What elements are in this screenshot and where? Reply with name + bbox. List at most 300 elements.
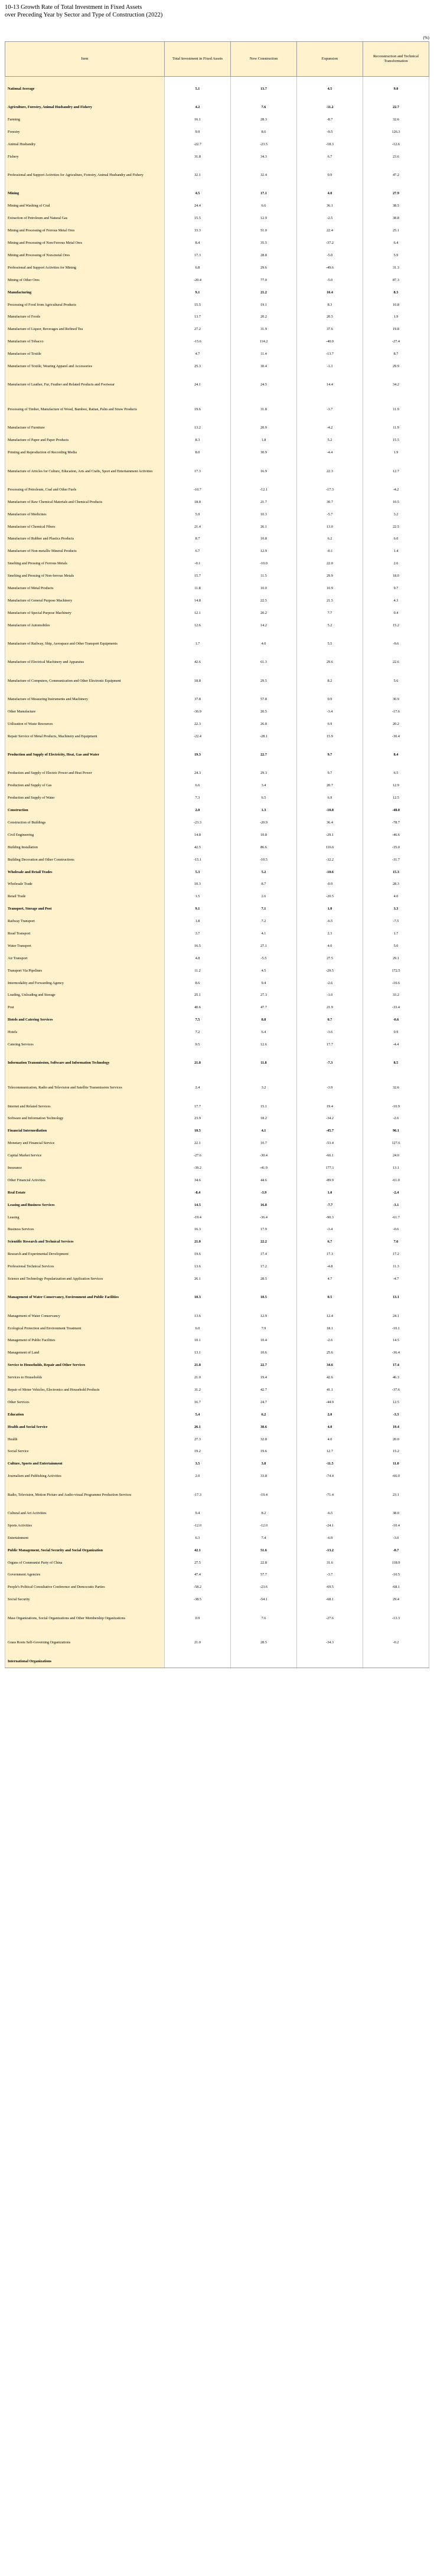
cell-reconstruction: 17.4 [363, 1359, 429, 1372]
cell-total: 2.0 [165, 1470, 231, 1483]
cell-total: 4.5 [165, 188, 231, 200]
cell-new-construction: 22.7 [231, 1359, 297, 1372]
cell-expansion: -17.3 [297, 483, 363, 496]
row-item-label: Management of Water Conservancy, Environment and Public Facilities [5, 1285, 165, 1310]
row-item-label: Service to Households, Repair and Other Services [5, 1359, 165, 1372]
cell-new-construction: 4.0 [231, 632, 297, 656]
row-item-label: Animal Husbandry [5, 138, 165, 151]
table-row [5, 792, 429, 805]
table-row [5, 1433, 429, 1446]
row-item-label: Management of Public Facilities [5, 1335, 165, 1347]
cell-reconstruction: 11.9 [363, 422, 429, 434]
table-row [5, 348, 429, 361]
cell-new-construction: 28.3 [231, 114, 297, 126]
table-row [5, 718, 429, 730]
cell-total: -15.6 [165, 336, 231, 348]
cell-reconstruction: -10.6 [363, 977, 429, 989]
cell-new-construction: 14.2 [231, 619, 297, 632]
cell-expansion: -20.5 [297, 891, 363, 903]
table-row [5, 1236, 429, 1248]
cell-expansion: -6.5 [297, 1508, 363, 1520]
table-row [5, 866, 429, 878]
cell-reconstruction: 172.5 [363, 965, 429, 977]
cell-total: 18.8 [165, 496, 231, 508]
cell-total: 4.2 [165, 102, 231, 114]
row-item-label: Manufacture of Metal Products [5, 583, 165, 595]
row-item-label: Printing and Reproduction of Recording Media [5, 447, 165, 459]
table-row [5, 817, 429, 829]
cell-expansion: -2.5 [297, 213, 363, 225]
cell-total: 42.1 [165, 1544, 231, 1557]
cell-reconstruction: 12.5 [363, 1396, 429, 1408]
row-item-label: Information Transmission, Software and Information Technology [5, 1051, 165, 1075]
cell-expansion: -34.3 [297, 1630, 363, 1655]
table-row [5, 1630, 429, 1655]
cell-new-construction: 19.4 [231, 1372, 297, 1384]
cell-new-construction: 4.1 [231, 928, 297, 940]
row-item-label: Government Agencies [5, 1569, 165, 1581]
cell-expansion: 14.4 [297, 372, 363, 397]
cell-expansion: 12.4 [297, 1310, 363, 1322]
cell-new-construction: 17.1 [231, 188, 297, 200]
cell-reconstruction: 32.6 [363, 114, 429, 126]
row-item-label: Road Transport [5, 928, 165, 940]
cell-reconstruction: 13.1 [363, 1162, 429, 1175]
cell-total: 26.1 [165, 1273, 231, 1286]
cell-new-construction: 7.2 [231, 916, 297, 928]
row-item-label: Air Transport [5, 952, 165, 965]
column-header-total: Total Investment in Fixed Assets [165, 42, 231, 77]
cell-expansion: -90.3 [297, 1211, 363, 1224]
cell-new-construction: 33.8 [231, 1470, 297, 1483]
cell-reconstruction: -61.7 [363, 1211, 429, 1224]
row-item-label: Manufacture of Computers, Communication and Other Electronic Equipment [5, 669, 165, 694]
cell-total: -58.2 [165, 1581, 231, 1594]
row-item-label: Mining and Processing of Non-metal Ores [5, 250, 165, 262]
cell-total: 24.1 [165, 372, 231, 397]
table-row [5, 508, 429, 521]
table-row [5, 952, 429, 965]
table-row [5, 138, 429, 151]
cell-new-construction: 22.8 [231, 1557, 297, 1569]
table-row [5, 1532, 429, 1544]
row-item-label: Education [5, 1408, 165, 1421]
cell-reconstruction: 29.1 [363, 952, 429, 965]
cell-new-construction: 11.4 [231, 348, 297, 361]
cell-total: 6.8 [165, 261, 231, 274]
row-item-label: Mining and Processing of Non-Ferrous Metal Ores [5, 237, 165, 250]
table-row [5, 1372, 429, 1384]
cell-new-construction: 86.6 [231, 841, 297, 854]
row-item-label: Forestry [5, 126, 165, 139]
table-row [5, 1408, 429, 1421]
cell-expansion: -3.7 [297, 397, 363, 422]
cell-expansion: -2.6 [297, 977, 363, 989]
cell-reconstruction: -2.4 [363, 1186, 429, 1199]
cell-new-construction: 2.6 [231, 891, 297, 903]
table-row [5, 1557, 429, 1569]
row-item-label: Internet and Related Services [5, 1100, 165, 1113]
cell-new-construction: -19.4 [231, 1483, 297, 1508]
table-row [5, 434, 429, 447]
cell-expansion: -66.1 [297, 1150, 363, 1162]
cell-total: 19.6 [165, 397, 231, 422]
row-item-label: Retail Trade [5, 891, 165, 903]
table-header-row [5, 42, 429, 77]
cell-expansion: -4.4 [297, 447, 363, 459]
cell-total: 19.6 [165, 1248, 231, 1261]
cell-expansion: -3.7 [297, 1569, 363, 1581]
cell-expansion: 10.4 [297, 286, 363, 299]
cell-total: 42.5 [165, 841, 231, 854]
cell-reconstruction: -17.6 [363, 706, 429, 718]
row-item-label: Ecological Protection and Environment Treatment [5, 1322, 165, 1335]
cell-expansion: -49.6 [297, 261, 363, 274]
cell-new-construction: 5.2 [231, 866, 297, 878]
cell-total [165, 1655, 231, 1668]
table-row [5, 1544, 429, 1557]
cell-new-construction: 42.7 [231, 1384, 297, 1397]
cell-new-construction: 30.6 [231, 1421, 297, 1433]
table-row [5, 1273, 429, 1286]
cell-expansion: 42.6 [297, 1372, 363, 1384]
cell-new-construction: 18.2 [231, 1113, 297, 1125]
table-row [5, 213, 429, 225]
cell-new-construction: 24.7 [231, 1396, 297, 1408]
cell-reconstruction: -0.2 [363, 1630, 429, 1655]
cell-total: 16.7 [165, 1396, 231, 1408]
cell-new-construction: 19.6 [231, 1446, 297, 1458]
table-row [5, 521, 429, 533]
table-row [5, 1470, 429, 1483]
cell-reconstruction: 29.4 [363, 1594, 429, 1606]
cell-reconstruction: -30.4 [363, 730, 429, 743]
row-item-label: Manufacture of Rubber and Plastics Products [5, 533, 165, 545]
cell-new-construction: 29.5 [231, 669, 297, 694]
cell-reconstruction: 127.6 [363, 1137, 429, 1150]
table-row [5, 841, 429, 854]
row-item-label: Leasing and Business Services [5, 1199, 165, 1211]
cell-new-construction: 8.8 [231, 1014, 297, 1027]
row-item-label: Manufacture of Liquor, Beverages and Refined Tea [5, 323, 165, 336]
table-row [5, 1186, 429, 1199]
cell-reconstruction: 33.2 [363, 989, 429, 1002]
table-row [5, 114, 429, 126]
row-item-label: Construction [5, 805, 165, 817]
cell-new-construction: 27.1 [231, 940, 297, 952]
cell-reconstruction: 1.4 [363, 545, 429, 558]
cell-expansion: 22.3 [297, 459, 363, 484]
row-item-label: Extraction of Petroleum and Natural Gas [5, 213, 165, 225]
cell-expansion: 15.9 [297, 730, 363, 743]
cell-reconstruction: 10.5 [363, 496, 429, 508]
cell-expansion: -10.6 [297, 866, 363, 878]
cell-new-construction: 17.9 [231, 1224, 297, 1236]
cell-total: 11.8 [165, 583, 231, 595]
cell-reconstruction: 34.2 [363, 372, 429, 397]
row-item-label: Hotels [5, 1027, 165, 1039]
row-item-label: Culture, Sports and Entertainment [5, 1458, 165, 1470]
cell-expansion: -8.7 [297, 114, 363, 126]
cell-reconstruction: 24.0 [363, 1150, 429, 1162]
cell-new-construction: 11.8 [231, 1051, 297, 1075]
row-item-label: Building Installation [5, 841, 165, 854]
cell-total: 37.8 [165, 694, 231, 706]
cell-new-construction: 10.4 [231, 1335, 297, 1347]
cell-total: 34.6 [165, 1174, 231, 1186]
cell-reconstruction: 30.9 [363, 694, 429, 706]
table-row [5, 940, 429, 952]
table-row [5, 361, 429, 373]
table-row [5, 928, 429, 940]
cell-total: -38.5 [165, 1594, 231, 1606]
table-row [5, 829, 429, 841]
cell-new-construction: 3.8 [231, 1458, 297, 1470]
cell-new-construction: 57.7 [231, 1569, 297, 1581]
table-row [5, 1335, 429, 1347]
cell-reconstruction: -13.3 [363, 1606, 429, 1631]
cell-total: 9.1 [165, 286, 231, 299]
table-row [5, 1655, 429, 1668]
table-row [5, 1051, 429, 1075]
table-row [5, 903, 429, 916]
row-item-label: Organs of Communist Party of China [5, 1557, 165, 1569]
row-item-label: Entertainment [5, 1532, 165, 1544]
cell-total: 7.5 [165, 1014, 231, 1027]
cell-expansion: -4.8 [297, 1261, 363, 1273]
cell-reconstruction: 4.3 [363, 594, 429, 607]
cell-new-construction: 114.2 [231, 336, 297, 348]
row-item-label: Manufacturing [5, 286, 165, 299]
cell-reconstruction: -37.6 [363, 1384, 429, 1397]
cell-new-construction: 27.3 [231, 989, 297, 1002]
cell-total: -10.7 [165, 483, 231, 496]
cell-new-construction: 8.7 [231, 878, 297, 891]
row-item-label: Manufacture of Articles for Culture, Education, Arts and Crafts, Sport and Entertainment Activities [5, 459, 165, 484]
cell-total: 12.1 [165, 607, 231, 619]
cell-new-construction: 47.7 [231, 1002, 297, 1014]
page-title-line-1: 10-13 Growth Rate of Total Investment in Fixed Assets [5, 4, 142, 11]
cell-reconstruction: 15.5 [363, 434, 429, 447]
cell-reconstruction: 27.9 [363, 188, 429, 200]
cell-reconstruction: 12.5 [363, 792, 429, 805]
cell-expansion: 9.7 [297, 767, 363, 780]
cell-total: 17.7 [165, 1100, 231, 1113]
cell-expansion: -5.7 [297, 508, 363, 521]
table-row [5, 558, 429, 570]
cell-expansion: -0.1 [297, 545, 363, 558]
row-item-label: National Average [5, 77, 165, 102]
cell-total: 27.2 [165, 323, 231, 336]
cell-expansion: 2.3 [297, 928, 363, 940]
cell-expansion: 18.1 [297, 1322, 363, 1335]
cell-total: -36.9 [165, 706, 231, 718]
cell-new-construction: -20.9 [231, 817, 297, 829]
table-row [5, 261, 429, 274]
cell-expansion: 6.7 [297, 1236, 363, 1248]
cell-total: 16.1 [165, 114, 231, 126]
row-item-label: Processing of Petroleum, Coal and Other Fuels [5, 483, 165, 496]
cell-reconstruction: 18.0 [363, 570, 429, 583]
cell-new-construction: 1.3 [231, 805, 297, 817]
cell-reconstruction: 0.4 [363, 607, 429, 619]
cell-expansion: -44.9 [297, 1396, 363, 1408]
cell-expansion: 5.5 [297, 632, 363, 656]
cell-total: 4.7 [165, 348, 231, 361]
cell-new-construction: 12.9 [231, 545, 297, 558]
cell-reconstruction: 5.0 [363, 940, 429, 952]
row-item-label: Railway Transport [5, 916, 165, 928]
cell-reconstruction: 3.3 [363, 903, 429, 916]
row-item-label: People's Political Consultative Conference and Democratic Parties [5, 1581, 165, 1594]
cell-reconstruction: -10.1 [363, 1322, 429, 1335]
cell-total: 21.4 [165, 521, 231, 533]
row-item-label: Professional and Support Activities for Mining [5, 261, 165, 274]
table-row [5, 989, 429, 1002]
row-item-label: Building Decoration and Other Constructions [5, 854, 165, 866]
cell-new-construction: -10.5 [231, 854, 297, 866]
cell-expansion: -18.3 [297, 138, 363, 151]
row-item-label: Construction of Buildings [5, 817, 165, 829]
cell-new-construction: 12.9 [231, 213, 297, 225]
cell-new-construction: 11.5 [231, 570, 297, 583]
cell-reconstruction: 5.9 [363, 250, 429, 262]
cell-expansion: 0.7 [297, 1014, 363, 1027]
cell-new-construction: 16.9 [231, 459, 297, 484]
cell-reconstruction: -0.6 [363, 1224, 429, 1236]
cell-expansion: 20.5 [297, 311, 363, 323]
cell-expansion: 8.3 [297, 299, 363, 311]
table-row [5, 619, 429, 632]
cell-new-construction: 32.4 [231, 163, 297, 188]
cell-total: 13.7 [165, 311, 231, 323]
cell-new-construction: 10.5 [231, 1285, 297, 1310]
table-row [5, 1519, 429, 1532]
table-row [5, 965, 429, 977]
table-row [5, 323, 429, 336]
cell-reconstruction: -10.4 [363, 1519, 429, 1532]
cell-expansion: 6.2 [297, 533, 363, 545]
cell-total: 8.6 [165, 977, 231, 989]
row-item-label: Civil Engineering [5, 829, 165, 841]
cell-new-construction: 8.2 [231, 1508, 297, 1520]
cell-new-construction: 35.5 [231, 237, 297, 250]
cell-new-construction: 6.4 [231, 1027, 297, 1039]
row-item-label: Business Services [5, 1224, 165, 1236]
cell-expansion: -29.1 [297, 829, 363, 841]
cell-reconstruction: 9.7 [363, 583, 429, 595]
cell-expansion: 29.9 [297, 570, 363, 583]
table-row [5, 730, 429, 743]
table-row [5, 1174, 429, 1186]
cell-reconstruction: 11.9 [363, 397, 429, 422]
cell-expansion: 22.0 [297, 558, 363, 570]
row-item-label: Health and Social Service [5, 1421, 165, 1433]
cell-expansion: 37.6 [297, 323, 363, 336]
row-item-label: Professional Technical Services [5, 1261, 165, 1273]
cell-new-construction: 15.1 [231, 1100, 297, 1113]
cell-reconstruction: 20.2 [363, 718, 429, 730]
cell-total: 5.3 [165, 866, 231, 878]
cell-new-construction: 51.6 [231, 1544, 297, 1557]
cell-reconstruction: 20.0 [363, 1433, 429, 1446]
table-row [5, 1384, 429, 1397]
cell-expansion: 0.5 [297, 1285, 363, 1310]
cell-expansion: 29.6 [297, 656, 363, 669]
row-item-label: Smelting and Pressing of Ferrous Metals [5, 558, 165, 570]
cell-total: 12.6 [165, 619, 231, 632]
cell-new-construction: 30.4 [231, 361, 297, 373]
table-row [5, 1310, 429, 1322]
cell-reconstruction: 9.0 [363, 77, 429, 102]
row-item-label: Other Financial Activities [5, 1174, 165, 1186]
table-row [5, 545, 429, 558]
cell-new-construction: 10.8 [231, 533, 297, 545]
cell-expansion: -1.3 [297, 361, 363, 373]
cell-expansion: 27.5 [297, 952, 363, 965]
cell-total: 17.3 [165, 459, 231, 484]
table-row [5, 372, 429, 397]
cell-reconstruction: 29.9 [363, 361, 429, 373]
data-table [5, 41, 429, 1668]
cell-new-construction: -54.1 [231, 1594, 297, 1606]
unit-label: (%) [423, 35, 429, 40]
cell-expansion: -3.6 [297, 1027, 363, 1039]
cell-total: 19.3 [165, 743, 231, 767]
cell-total: 8.3 [165, 434, 231, 447]
cell-expansion: 41.1 [297, 1384, 363, 1397]
cell-expansion: -7.3 [297, 1051, 363, 1075]
cell-expansion: 1.0 [297, 1186, 363, 1199]
cell-reconstruction: -36.4 [363, 1347, 429, 1359]
row-item-label: Utilization of Waste Resources [5, 718, 165, 730]
cell-new-construction: 17.2 [231, 1261, 297, 1273]
table-row [5, 286, 429, 299]
row-item-label: Manufacture of Chemical Fibers [5, 521, 165, 533]
cell-total: -20.4 [165, 274, 231, 286]
column-header-item: Item [5, 42, 165, 77]
cell-expansion: -29.5 [297, 965, 363, 977]
table-row [5, 805, 429, 817]
cell-total: 7.2 [165, 1027, 231, 1039]
cell-expansion: -71.4 [297, 1483, 363, 1508]
table-row [5, 483, 429, 496]
row-item-label: Grass Roots Self-Governing Organizations [5, 1630, 165, 1655]
cell-reconstruction: -0.6 [363, 1014, 429, 1027]
cell-expansion: 4.0 [297, 188, 363, 200]
table-row [5, 1446, 429, 1458]
row-item-label: International Organizations [5, 1655, 165, 1668]
row-item-label: Fishery [5, 151, 165, 163]
cell-reconstruction: -8.7 [363, 1544, 429, 1557]
table-row [5, 767, 429, 780]
table-row [5, 1199, 429, 1211]
table-row [5, 1248, 429, 1261]
row-item-label: Real Estate [5, 1186, 165, 1199]
table-row [5, 1347, 429, 1359]
cell-new-construction: 31.8 [231, 397, 297, 422]
cell-reconstruction [363, 1655, 429, 1668]
cell-reconstruction: 31.3 [363, 261, 429, 274]
cell-new-construction: 28.5 [231, 1273, 297, 1286]
cell-total: 22.1 [165, 1137, 231, 1150]
cell-reconstruction: 8.7 [363, 348, 429, 361]
row-item-label: Management of Land [5, 1347, 165, 1359]
cell-new-construction: 20.9 [231, 422, 297, 434]
cell-reconstruction: -3.0 [363, 1532, 429, 1544]
cell-total: 47.4 [165, 1569, 231, 1581]
cell-expansion: 19.4 [297, 1100, 363, 1113]
